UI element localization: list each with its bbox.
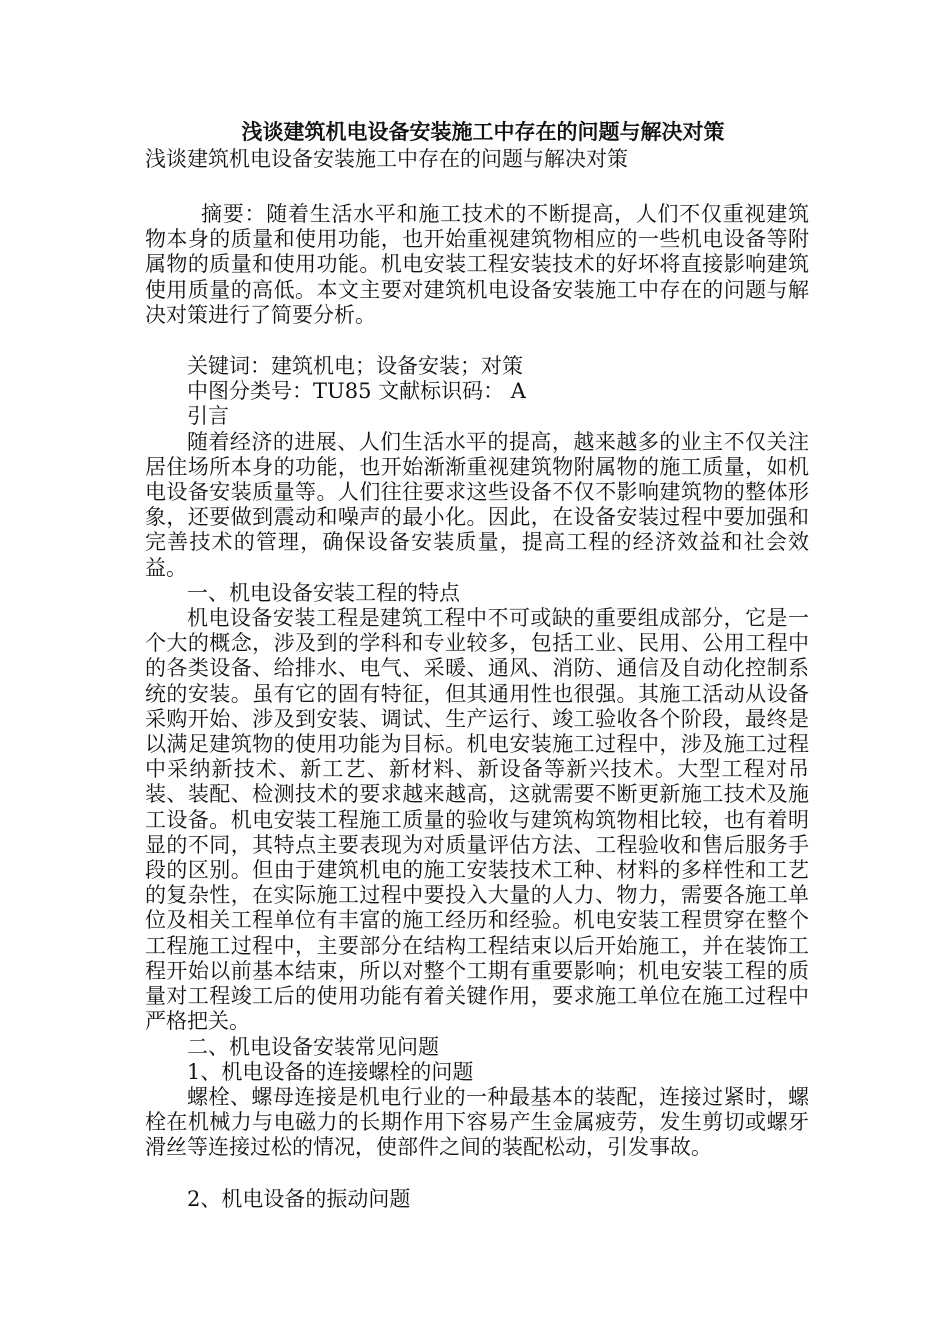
document-page (145, 118, 809, 1212)
subsection1-heading: 1、机电设备的连接螺栓的问题 (187, 1059, 474, 1084)
subsection2-heading: 2、机电设备的振动问题 (187, 1186, 411, 1211)
keywords-line: 关键词：建筑机电；设备安装；对策 (187, 354, 523, 379)
subsection1-paragraph: 螺栓、螺母连接是机电行业的一种最基本的装配，连接过紧时，螺栓在机械力与电磁力的长期作用下容易产生金属疲劳，发生剪切或螺牙滑丝等连接过松的情况，使部件之间的装配松动，引发事故。 (145, 1084, 809, 1160)
intro-paragraph: 随着经济的进展、人们生活水平的提高，越来越多的业主不仅关注居住场所本身的功能，也开始渐渐重视建筑物附属物的施工质量，如机电设备安装质量等。人们往往要求这些设备不仅不影响建筑物的整体形象，还要做到震动和噪声的最小化。因此，在设备安装过程中要加强和完善技术的管理，确保设备安装质量，提高工程的经济效益和社会效益。 (145, 429, 809, 580)
abstract-paragraph: 摘要：随着生活水平和施工技术的不断提高，人们不仅重视建筑物本身的质量和使用功能，也开始重视建筑物相应的一些机电设备等附属物的质量和使用功能。机电安装工程安装技术的好坏将直接影响建筑使用质量的高低。本文主要对建筑机电设备安装施工中存在的问题与解决对策进行了简要分析。 (145, 202, 809, 327)
section1-paragraph: 机电设备安装工程是建筑工程中不可或缺的重要组成部分，它是一个大的概念，涉及到的学科和专业较多，包括工业、民用、公用工程中的各类设备、给排水、电气、采暖、通风、消防、通信及自动化控制系统的安装。虽有它的固有特征，但其通用性也很强。其施工活动从设备采购开始、涉及到安装、调试、生产运行、竣工验收各个阶段，最终是以满足建筑物的使用功能为目标。机电安装施工过程中，涉及施工过程中采纳新技术、新工艺、新材料、新设备等新兴技术。大型工程对吊装、装配、检测技术的要求越来越高，这就需要不断更新施工技术及施工设备。机电安装工程施工质量的验收与建筑构筑物相比较，也有着明显的不同，其特点主要表现为对质量评估方法、工程验收和售后服务手段的区别。但由于建筑机电的施工安装技术工种、材料的多样性和工艺的复杂性，在实际施工过程中要投入大量的人力、物力，需要各施工单位及相关工程单位有丰富的施工经历和经验。机电安装工程贯穿在整个工程施工过程中，主要部分在结构工程结束以后开始施工，并在装饰工程开始以前基本结束，所以对整个工期有重要影响；机电安装工程的质量对工程竣工后的使用功能有着关键作用，要求施工单位在施工过程中严格把关。 (145, 606, 809, 1034)
section1-heading: 一、机电设备安装工程的特点 (187, 580, 460, 605)
intro-heading: 引言 (187, 404, 229, 429)
section2-heading: 二、机电设备安装常见问题 (187, 1034, 439, 1059)
classification-line: 中图分类号：TU85 文献标识码： A (187, 379, 526, 404)
document-subtitle: 浅谈建筑机电设备安装施工中存在的问题与解决对策 (145, 147, 628, 171)
document-title: 浅谈建筑机电设备安装施工中存在的问题与解决对策 (241, 120, 725, 144)
